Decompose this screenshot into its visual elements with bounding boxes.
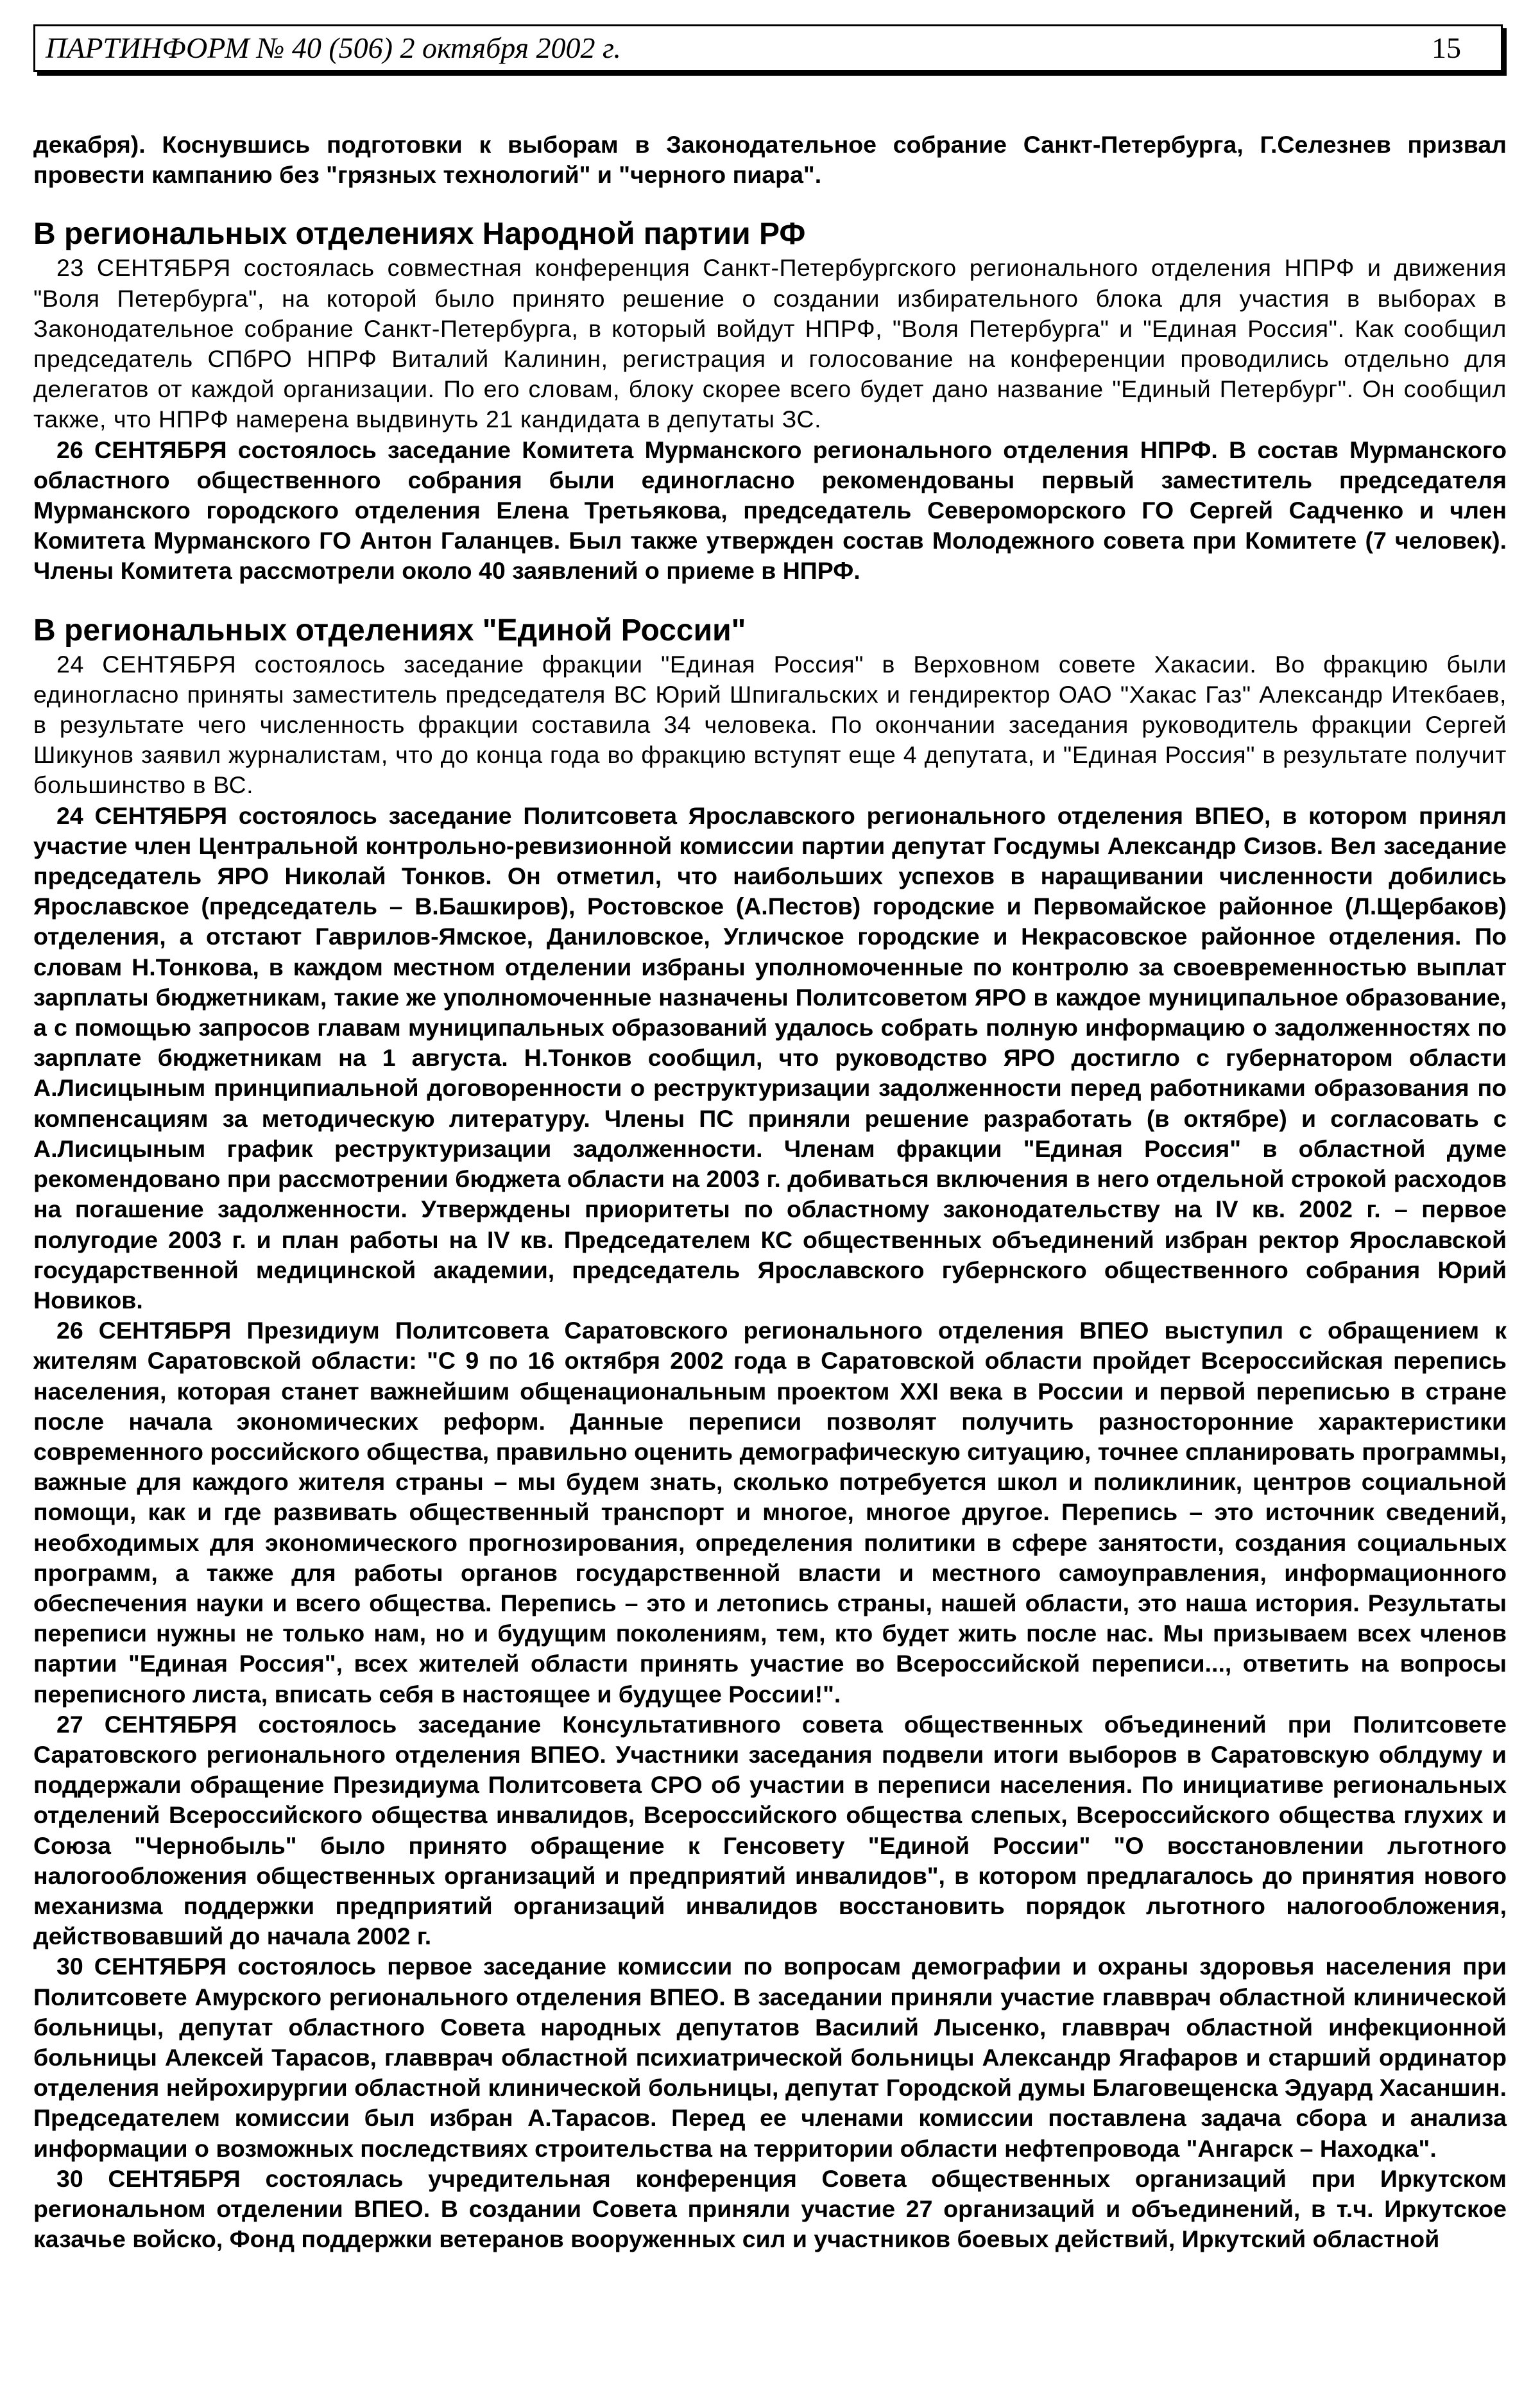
er-paragraph-1: 24 СЕНТЯБРЯ состоялось заседание фракции "Единая Россия" в Верховном совете Хакасии. Во фракцию были единогласно приняты заместитель председателя ВС Юрий Шпигальских и гендиректор ОАО "Хакас Газ" Александр Итекбаев, в результате чего численность фракции составила 34 человека. По окончании заседания руководитель фракции Сергей Шикунов заявил журналистам, что до конца года во фракцию вступят еще 4 депутата, и "Единая Россия" в результате получит большинство в ВС. bbox=[33, 650, 1507, 799]
publication-title: ПАРТИНФОРМ № 40 (506) 2 октября 2002 г. bbox=[46, 31, 621, 64]
section-heading-edinaya-rossiya: В региональных отделениях "Единой России" bbox=[33, 613, 746, 647]
er-paragraph-6: 30 СЕНТЯБРЯ состоялась учредительная конференция Совета общественных организаций при Иркутском региональном отделении ВПЕО. В создании Совета приняли участие 27 организаций и объединений, в т.ч. Иркутское казачье войско, Фонд поддержки ветеранов вооруженных сил и участников боевых действий, Иркутский областной bbox=[33, 2164, 1507, 2253]
page-number: 15 bbox=[1432, 31, 1461, 64]
er-paragraph-2: 24 СЕНТЯБРЯ состоялось заседание Политсовета Ярославского регионального отделения ВПЕО, в котором принял участие член Центральной контрольно-ревизионной комиссии партии депутат Госдумы Александр Сизов. Вел заседание председатель ЯРО Николай Тонков. Он отметил, что наибольших успехов в наращивании численности добились Ярославское (председатель – В.Башкиров), Ростовское (А.Пестов) городские и Первомайское районное (Л.Щербаков) отделения, а отстают Гаврилов-Ямское, Даниловское, Угличское городские и Некрасовское районное отделения. По словам Н.Тонкова, в каждом местном отделении избраны уполномоченные по контролю за своевременностью выплат зарплаты бюджетникам, такие же уполномоченные назначены Политсоветом ЯРО в каждое муниципальное образование, а с помощью запросов главам муниципальных образований удалось собрать полную информацию о задолженностях по зарплате бюджетникам на 1 августа. Н.Тонков сообщил, что руководство ЯРО достигло с губернатором области А.Лисицыным принципиальной договоренности о реструктуризации задолженности перед работниками образования по компенсациям за методическую литературу. Члены ПС приняли решение разработать (в октябре) и согласовать с А.Лисицыным график реструктуризации задолженности. Членам фракции "Единая Россия" в областной думе рекомендовано при рассмотрении бюджета области на 2003 г. добиваться включения в него отдельной строкой расходов на погашение задолженности. Утверждены приоритеты по областному законодательству на IV кв. 2002 г. – первое полугодие 2003 г. и план работы на IV кв. Председателем КС общественных объединений избран ректор Ярославской государственной медицинской академии, председатель Ярославского губернского общественного собрания Юрий Новиков. bbox=[33, 801, 1507, 1314]
er-paragraph-5: 30 СЕНТЯБРЯ состоялось первое заседание комиссии по вопросам демографии и охраны здоровья населения при Политсовете Амурского регионального отделения ВПЕО. В заседании приняли участие главврач областной клинической больницы, депутат областного Совета народных депутатов Василий Лысенко, главврач областной инфекционной больницы Алексей Тарасов, главврач областной психиатрической больницы Александр Ягафаров и старший ординатор отделения нейрохирургии областной клинической больницы, депутат Городской думы Благовещенска Эдуард Хасаншин. Председателем комиссии был избран А.Тарасов. Перед ее членами комиссии поставлена задача сбора и анализа информации о возможных последствиях строительства на территории области нефтепровода "Ангарск – Находка". bbox=[33, 1953, 1507, 2162]
nprf-paragraph-2: 26 СЕНТЯБРЯ состоялось заседание Комитета Мурманского регионального отделения НПРФ. В состав Мурманского областного общественного собрания были единогласно рекомендованы первый заместитель председателя Мурманского городского отделения Елена Третьякова, председатель Североморского ГО Сергей Садченко и член Комитета Мурманского ГО Антон Галанцев. Был также утвержден состав Молодежного совета при Комитете (7 человек). Члены Комитета рассмотрели около 40 заявлений о приеме в НПРФ. bbox=[33, 436, 1507, 585]
nprf-paragraph-1: 23 СЕНТЯБРЯ состоялась совместная конференция Санкт-Петербургского регионального отделения НПРФ и движения "Воля Петербурга", на которой было принято решение о создании избирательного блока для участия в выборах в Законодательное собрание Санкт-Петербурга, в который войдут НПРФ, "Воля Петербурга" и "Единая Россия". Как сообщил председатель СПбРО НПРФ Виталий Калинин, регистрация и голосование на конференции проводились отдельно для делегатов от каждой организации. По его словам, блоку скорее всего будет дано название "Единый Петербург". Он сообщил также, что НПРФ намерена выдвинуть 21 кандидата в депутаты ЗС. bbox=[33, 254, 1507, 433]
page-header bbox=[33, 24, 1503, 72]
er-paragraph-3: 26 СЕНТЯБРЯ Президиум Политсовета Саратовского регионального отделения ВПЕО выступил с обращением к жителям Саратовской области: "С 9 по 16 октября 2002 года в Саратовской области пройдет Всероссийская перепись населения, которая станет важнейшим общенациональным проектом XXI века в России и первой переписью в стране после начала экономических реформ. Данные переписи позволят получить разносторонние характеристики современного российского общества, правильно оценить демографическую ситуацию, точнее спланировать программы, важные для каждого жителя страны – мы будем знать, сколько потребуется школ и поликлиник, центров социальной помощи, как и где развивать общественный транспорт и многое, многое другое. Перепись – это источник сведений, необходимых для экономического прогнозирования, определения политики в сфере занятости, создания социальных программ, а также для работы органов государственной власти и местного самоуправления, информационного обеспечения науки и всего общества. Перепись – это и летопись страны, нашей области, это наша история. Результаты переписи нужны не только нам, но и будущим поколениям, тем, кто будет жить после нас. Мы призываем всех членов партии "Единая Россия", всех жителей области принять участие во Всероссийской переписи..., ответить на вопросы переписного листа, вписать себя в настоящее и будущее России!". bbox=[33, 1317, 1507, 1708]
article-body bbox=[33, 130, 1507, 2254]
section-heading-nprf: В региональных отделениях Народной партии РФ bbox=[33, 217, 806, 252]
intro-paragraph: декабря). Коснувшись подготовки к выборам в Законодательное собрание Санкт-Петербурга, Г.Селезнев призвал провести кампанию без "грязных технологий" и "черного пиара". bbox=[33, 131, 1507, 189]
er-paragraph-4: 27 СЕНТЯБРЯ состоялось заседание Консультативного совета общественных объединений при Политсовете Саратовского регионального отделения ВПЕО. Участники заседания подвели итоги выборов в Саратовскую облдуму и поддержали обращение Президиума Политсовета СРО об участии в переписи населения. По инициативе региональных отделений Всероссийского общества инвалидов, Всероссийского общества слепых, Всероссийского общества глухих и Союза "Чернобыль" было принято обращение к Генсовету "Единой России" "О восстановлении льготного налогообложения общественных организаций и предприятий инвалидов", в котором предлагалось до принятия нового механизма поддержки предприятий организаций инвалидов восстановить порядок льготного налогообложения, действовавший до начала 2002 г. bbox=[33, 1710, 1507, 1950]
